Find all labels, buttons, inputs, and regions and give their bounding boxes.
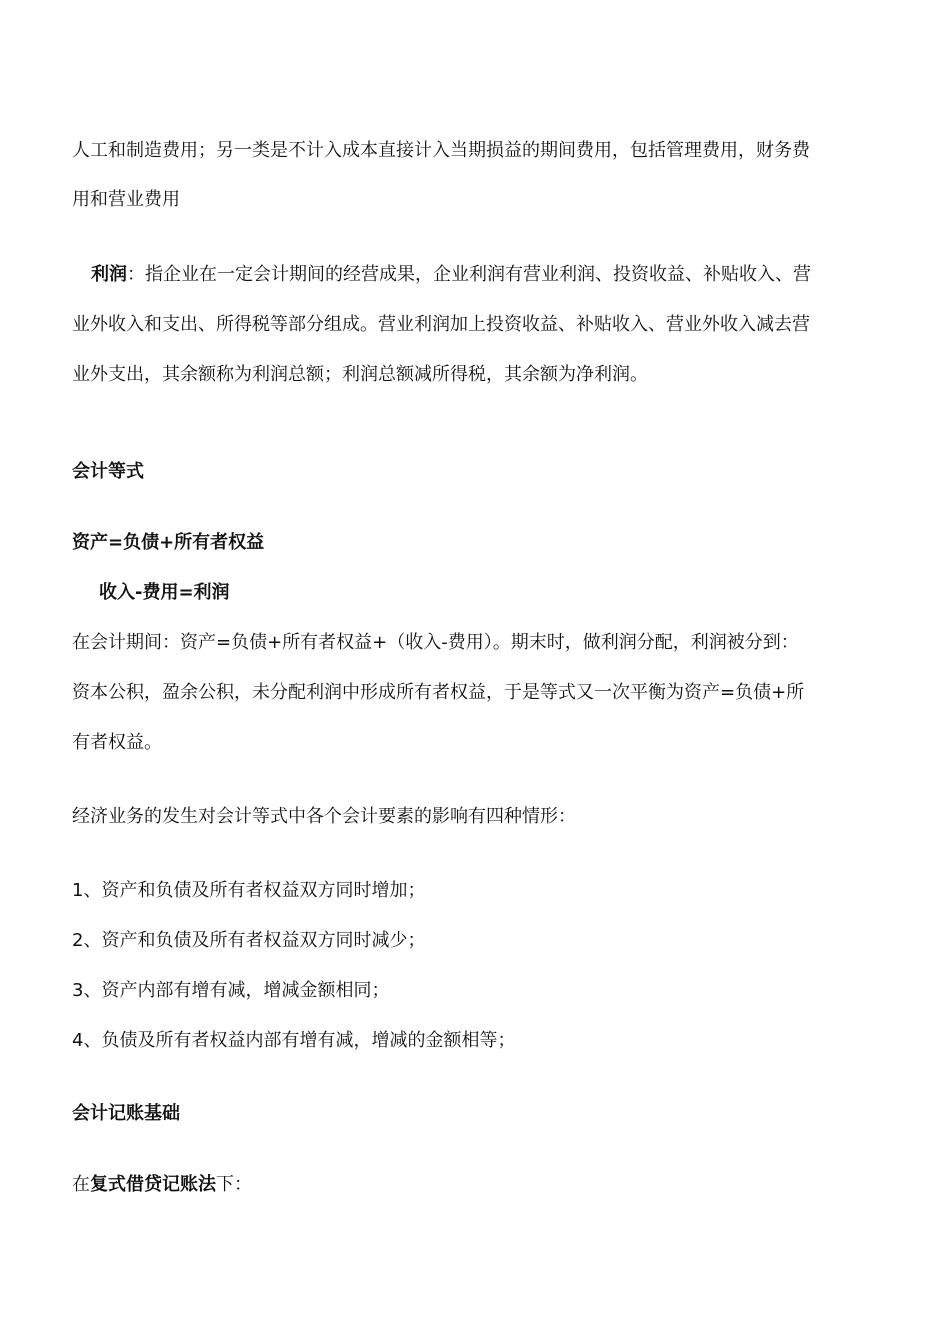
equation-assets: 资产=负债+所有者权益 (72, 532, 265, 553)
impact-item-1: 1、资产和负债及所有者权益双方同时增加； (72, 880, 426, 901)
profit-definition-start: ：指企业在一定会计期间的经营成果，企业利润有营业利润、投资收益、补贴收入、营 (127, 264, 811, 285)
cost-paragraph-line-1: 人工和制造费用；另一类是不计入成本直接计入当期损益的期间费用，包括管理费用，财务费 (72, 140, 810, 161)
impact-item-3: 3、资产内部有增有减，增减金额相同； (72, 980, 390, 1001)
equation-profit: 收入-费用=利润 (99, 582, 230, 603)
bookkeeping-method-line (72, 1172, 252, 1198)
impact-item-4: 4、负债及所有者权益内部有增有减，增减的金额相等； (72, 1030, 516, 1051)
bookkeeping-method: 复式借贷记账法 (90, 1174, 216, 1195)
period-equation-line-2: 资本公积，盈余公积，未分配利润中形成所有者权益，于是等式又一次平衡为资产=负债+所 (72, 682, 805, 703)
profit-term: 利润 (91, 264, 127, 285)
period-equation-line-3: 有者权益。 (72, 732, 162, 753)
bookkeeping-suffix: 下： (216, 1174, 252, 1195)
impact-item-2: 2、资产和负债及所有者权益双方同时减少； (72, 930, 426, 951)
bookkeeping-heading: 会计记账基础 (72, 1103, 180, 1124)
impact-intro: 经济业务的发生对会计等式中各个会计要素的影响有四种情形： (72, 806, 576, 827)
period-equation-line-1: 在会计期间：资产=负债+所有者权益+（收入-费用）。期末时，做利润分配，利润被分到： (72, 632, 799, 653)
accounting-equation-heading: 会计等式 (72, 461, 144, 482)
profit-paragraph-line-1 (91, 262, 811, 288)
bookkeeping-prefix: 在 (72, 1174, 90, 1195)
cost-paragraph-line-2: 用和营业费用 (72, 189, 180, 210)
profit-paragraph-line-2: 业外收入和支出、所得税等部分组成。营业利润加上投资收益、补贴收入、营业外收入减去营 (72, 314, 810, 335)
profit-paragraph-line-3: 业外支出，其余额称为利润总额；利润总额减所得税，其余额为净利润。 (72, 364, 648, 385)
